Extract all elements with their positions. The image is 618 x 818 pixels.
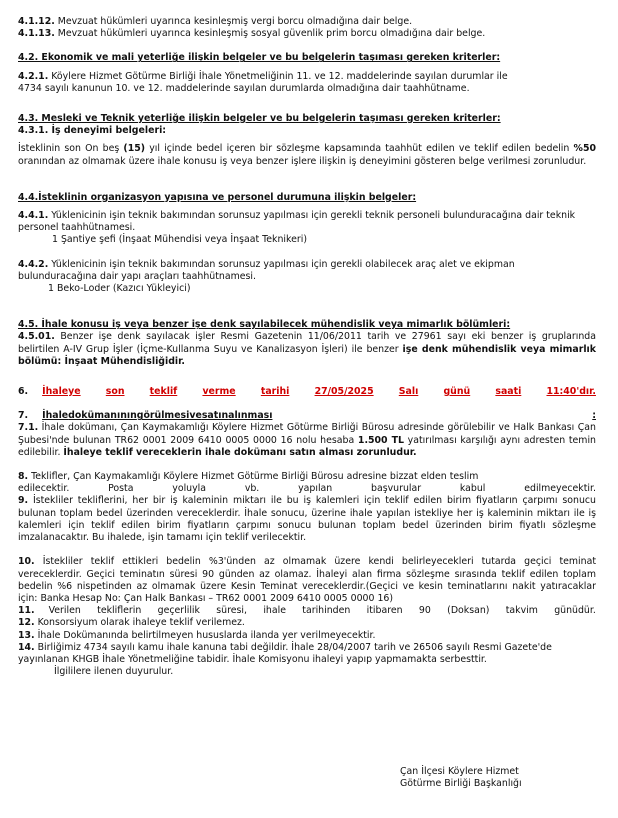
clause-4-3-1-text: İsteklinin son On beş (15) yıl içinde bedel içeren bir sözleşme kapsamında taahhüt edilen ve teklif edilen bedelin %50 oranından az olmamak üzere ihale konusu iş veya benzer işlere ilişkin iş deneyimini gösteren belge verilmesi zorunludur. xyxy=(18,143,596,167)
clause-number: 4.1.13. xyxy=(18,28,55,40)
clause-13: 13. İhale Dokümanında belirtilmeyen hususlarda ilanda yer verilmeyecektir. xyxy=(18,629,376,641)
closing-line: İlgililere ilenen duyurulur. xyxy=(54,666,174,678)
signature-line-2: Götürme Birliği Başkanlığı xyxy=(400,778,522,790)
section-heading-7: 7. İhale dokümanının görülmesi ve satın alınması : xyxy=(18,410,596,422)
clause-4-4-2: 4.4.2. Yüklenicinin işin teknik bakımından sorunsuz yapılması için gerekli olabilecek araç alet ve ekipman bulunduracağına dair yapı araçları taahhütnamesi. xyxy=(18,258,515,282)
clause-4-5-01: 4.5.01. Benzer işe denk sayılacak işler Resmi Gazetenin 11/06/2011 tarih ve 27961 sayı eki benzer iş gruplarında belirtilen A-IV Grup İşler (İçme-Kullanma Suyu ve Kanalizasyon İşleri) ile benzer işe denk mühendislik veya mimarlık bölümü: İnşaat Mühendisliğidir. xyxy=(18,331,596,367)
clause-text: Mevzuat hükümleri uyarınca kesinleşmiş vergi borcu olmadığına dair belge. xyxy=(54,16,413,27)
clause-7-1: 7.1. İhale dokümanı, Çan Kaymakamlığı Köylere Hizmet Götürme Birliği Bürosu adresinde görülebilir ve Halk Bankası Çan Şubesi'nde bulunan TR62 0001 2009 6410 0005 0000 16 nolu hesaba 1.500 TL yatırılması karşılığı aynı adresten temin edilebilir. İhaleye teklif vereceklerin ihale dokümanı satın alması zorunludur. xyxy=(18,422,596,458)
clause-12: 12. Konsorsiyum olarak ihaleye teklif verilemez. xyxy=(18,617,245,629)
equipment-item: 1 Beko-Loder (Kazıcı Yükleyici) xyxy=(48,283,191,295)
document-body xyxy=(18,16,596,678)
section-heading-4-4: 4.4.İsteklinin organizasyon yapısına ve personel durumuna ilişkin belgeler: xyxy=(18,191,417,203)
clause-4-1-12 xyxy=(18,16,596,28)
clause-8-cont: edilecektir. Posta yoluyla vb. yapılan başvurular kabul edilmeyecektir. xyxy=(18,483,596,495)
clause-6-deadline: 6. İhaleye son teklif verme tarihi 27/05/2025 Salı günü saati 11:40'dır. xyxy=(18,386,596,398)
section-heading-4-3: 4.3. Mesleki ve Teknik yeterliğe ilişkin belgeler ve bu belgelerin taşıması gereken kriterler: xyxy=(18,113,501,125)
signature-block xyxy=(400,766,522,790)
clause-number: 4.1.12. xyxy=(18,16,55,27)
deadline-text: İhaleye son teklif verme tarihi 27/05/2025 Salı günü saati 11:40'dır. xyxy=(42,386,596,398)
clause-9: 9. İstekliler tekliflerini, her bir iş kaleminin miktarı ile bu iş kalemleri için teklif edilen birim fiyatların çarpımı sonucu bulunan toplam bedel üzerinden vereceklerdir. İhale sonucu, üzerine ihale yapılan istekliye her iş kaleminin miktarı ile iş kalemleri için teklif edilen birim fiyatların çarpımı sonucu bulunan toplam bedel üzerinden birim fiyatlı sözleşme imzalanacaktır. Bu ihalede, işin tamamı için teklif verilecektir. xyxy=(18,495,596,544)
section-heading-4-2: 4.2. Ekonomik ve mali yeterliğe ilişkin belgeler ve bu belgelerin taşıması gereken kriterler: xyxy=(18,52,501,64)
clause-number: 4.2.1. xyxy=(18,70,49,82)
clause-4-1-13 xyxy=(18,28,596,40)
clause-text: Mevzuat hükümleri uyarınca kesinleşmiş sosyal güvenlik prim borcu olmadığına dair belge. xyxy=(54,28,486,40)
clause-text: Köylere Hizmet Götürme Birliği İhale Yönetmeliğinin 11. ve 12. maddelerinde sayılan durumlar ile xyxy=(48,70,508,82)
clause-4-2-1-cont: 4734 sayılı kanunun 10. ve 12. maddelerinde sayılan durumlarda olmadığına dair taahhütname. xyxy=(18,82,470,94)
clause-11: 11. Verilen tekliflerin geçerlilik süresi, ihale tarihinden itibaren 90 (Doksan) takvim günüdür. xyxy=(18,605,596,617)
subheading-4-3-1: 4.3.1. İş deneyimi belgeleri: xyxy=(18,125,167,137)
clause-4-2-1 xyxy=(18,71,596,83)
clause-10: 10. İstekliler teklif ettikleri bedelin %3'ünden az olmamak üzere kendi belirleyecekleri tutarda geçici teminat vereceklerdir. Geçici teminatın süresi 90 günden az olamaz. İhaleyi alan firma sözleşme sırasında teklif edilen toplam bedelin %6 nispetinden az olmamak üzere Kesin Teminat vereceklerdir.(Geçici ve kesin teminatlarını nakit yatıracaklar için: Banka Hesap No: Çan Halk Bankası – TR62 0001 2009 6410 0005 0000 16) xyxy=(18,556,596,604)
clause-4-4-1: 4.4.1. Yüklenicinin işin teknik bakımından sorunsuz yapılması için gerekli teknik personeli bulunduracağına dair teknik personel taahhütnamesi. xyxy=(18,210,576,234)
clause-8: 8. Teklifler, Çan Kaymakamlığı Köylere Hizmet Götürme Birliği Bürosu adresine bizzat elden teslim xyxy=(18,471,479,483)
signature-line-1: Çan İlçesi Köylere Hizmet xyxy=(400,766,519,777)
personnel-item: 1 Şantiye şefi (İnşaat Mühendisi veya İnşaat Teknikeri) xyxy=(52,234,307,246)
clause-14: 14. Birliğimiz 4734 sayılı kamu ihale kanuna tabi değildir. İhale 28/04/2007 tarih ve 26506 sayılı Resmi Gazete'de yayınlanan KHGB İhale Yönetmeliğine tabidir. İhale Komisyonu ihaleyi yapıp yapmamakta serbesttir. xyxy=(18,641,552,665)
section-heading-4-5: 4.5. İhale konusu iş veya benzer işe denk sayılabilecek mühendislik veya mimarlık bölümleri: xyxy=(18,319,511,331)
